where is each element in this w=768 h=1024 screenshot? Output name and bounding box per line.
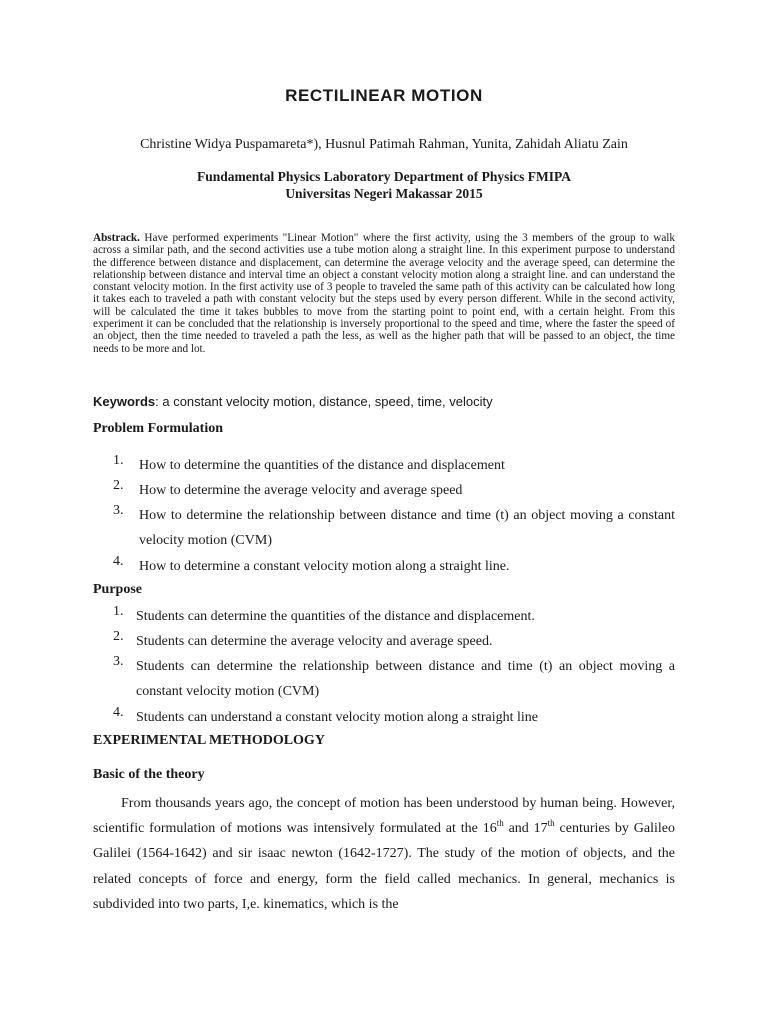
list-item-number: 2. [113, 629, 124, 644]
list-item-number: 4. [113, 554, 124, 569]
list-item-number: 3. [113, 503, 124, 518]
basic-theory-paragraph [93, 791, 675, 917]
keywords-label: Keywords [93, 394, 156, 409]
list-item-text: Students can determine the relationship between distance and time (t) an object moving a constant velocity motion (CVM) [136, 659, 675, 699]
list-item-text: How to determine the relationship between distance and time (t) an object moving a constant velocity motion (CVM) [139, 508, 675, 548]
list-item-text: How to determine the average velocity and average speed [139, 483, 463, 498]
list-item-number: 4. [113, 705, 124, 720]
affiliation-line-2: Universitas Negeri Makassar 2015 [285, 186, 483, 201]
basic-theory-subheading: Basic of the theory [93, 767, 205, 782]
methodology-heading: EXPERIMENTAL METHODOLOGY [93, 733, 325, 748]
paragraph-text-2: and 17 [503, 821, 548, 837]
abstract-block [93, 232, 675, 355]
list-item-number: 3. [113, 654, 124, 669]
list-item-number: 1. [113, 453, 124, 468]
paper-title: RECTILINEAR MOTION [285, 86, 483, 105]
list-item-number: 1. [113, 604, 124, 619]
abstract-text: Have performed experiments "Linear Motion" where the first activity, using the 3 members of the group to walk across a similar path, and the second activities use a tube motion along a straight line. In this experiment purpose to understand the difference between distance and displacement, can determine the average velocity and the average speed, can determine the relationship between distance and interval time an object a constant velocity motion along a straight line. and can understand the constant velocity motion. In the first activity use of 3 people to traveled the same path of this activity can be calculated how long it takes each to traveled a path with constant velocity but the steps used by every person different. While in the second activity, will be calculated the time it takes bubbles to move from the starting point to point end, with a certain height. From this experiment it can be concluded that the relationship is inversely proportional to the speed and time, where the faster the speed of an object, then the time needed to traveled a path the less, as well as the higher path that will be passed to an object, the time needs to be more and lot. [93, 232, 675, 355]
list-item-text: How to determine a constant velocity motion along a straight line. [139, 559, 510, 574]
list-item-text: Students can understand a constant velocity motion along a straight line [136, 710, 539, 725]
superscript-th-1: th [496, 818, 504, 829]
author-list: Christine Widya Puspamareta*), Husnul Patimah Rahman, Yunita, Zahidah Aliatu Zain [140, 137, 628, 152]
superscript-th-2: th [547, 818, 555, 829]
affiliation-line-1: Fundamental Physics Laboratory Department of Physics FMIPA [197, 169, 571, 184]
paragraph-text-1: From thousands years ago, the concept of motion has been understood by human being. However, scientific formulation of motions was intensively formulated at the 16 [93, 796, 675, 837]
keywords-line [93, 394, 675, 409]
list-item-text: Students can determine the average velocity and average speed. [136, 634, 493, 649]
abstract-label: Abstrack. [93, 232, 140, 244]
keywords-text: : a constant velocity motion, distance, speed, time, velocity [155, 394, 493, 409]
problem-formulation-heading: Problem Formulation [93, 421, 224, 436]
list-item-text: How to determine the quantities of the distance and displacement [139, 458, 505, 473]
list-item-text: Students can determine the quantities of the distance and displacement. [136, 609, 535, 624]
paragraph-text-3: centuries by Galileo Galilei (1564-1642) and sir isaac newton (1642-1727). The study of the motion of objects, and the related concepts of force and energy, form the field called mechanics. In general, mechanics is subdivided into two parts, I,e. kinematics, which is the [93, 821, 675, 912]
purpose-heading: Purpose [93, 582, 142, 597]
list-item-number: 2. [113, 478, 124, 493]
